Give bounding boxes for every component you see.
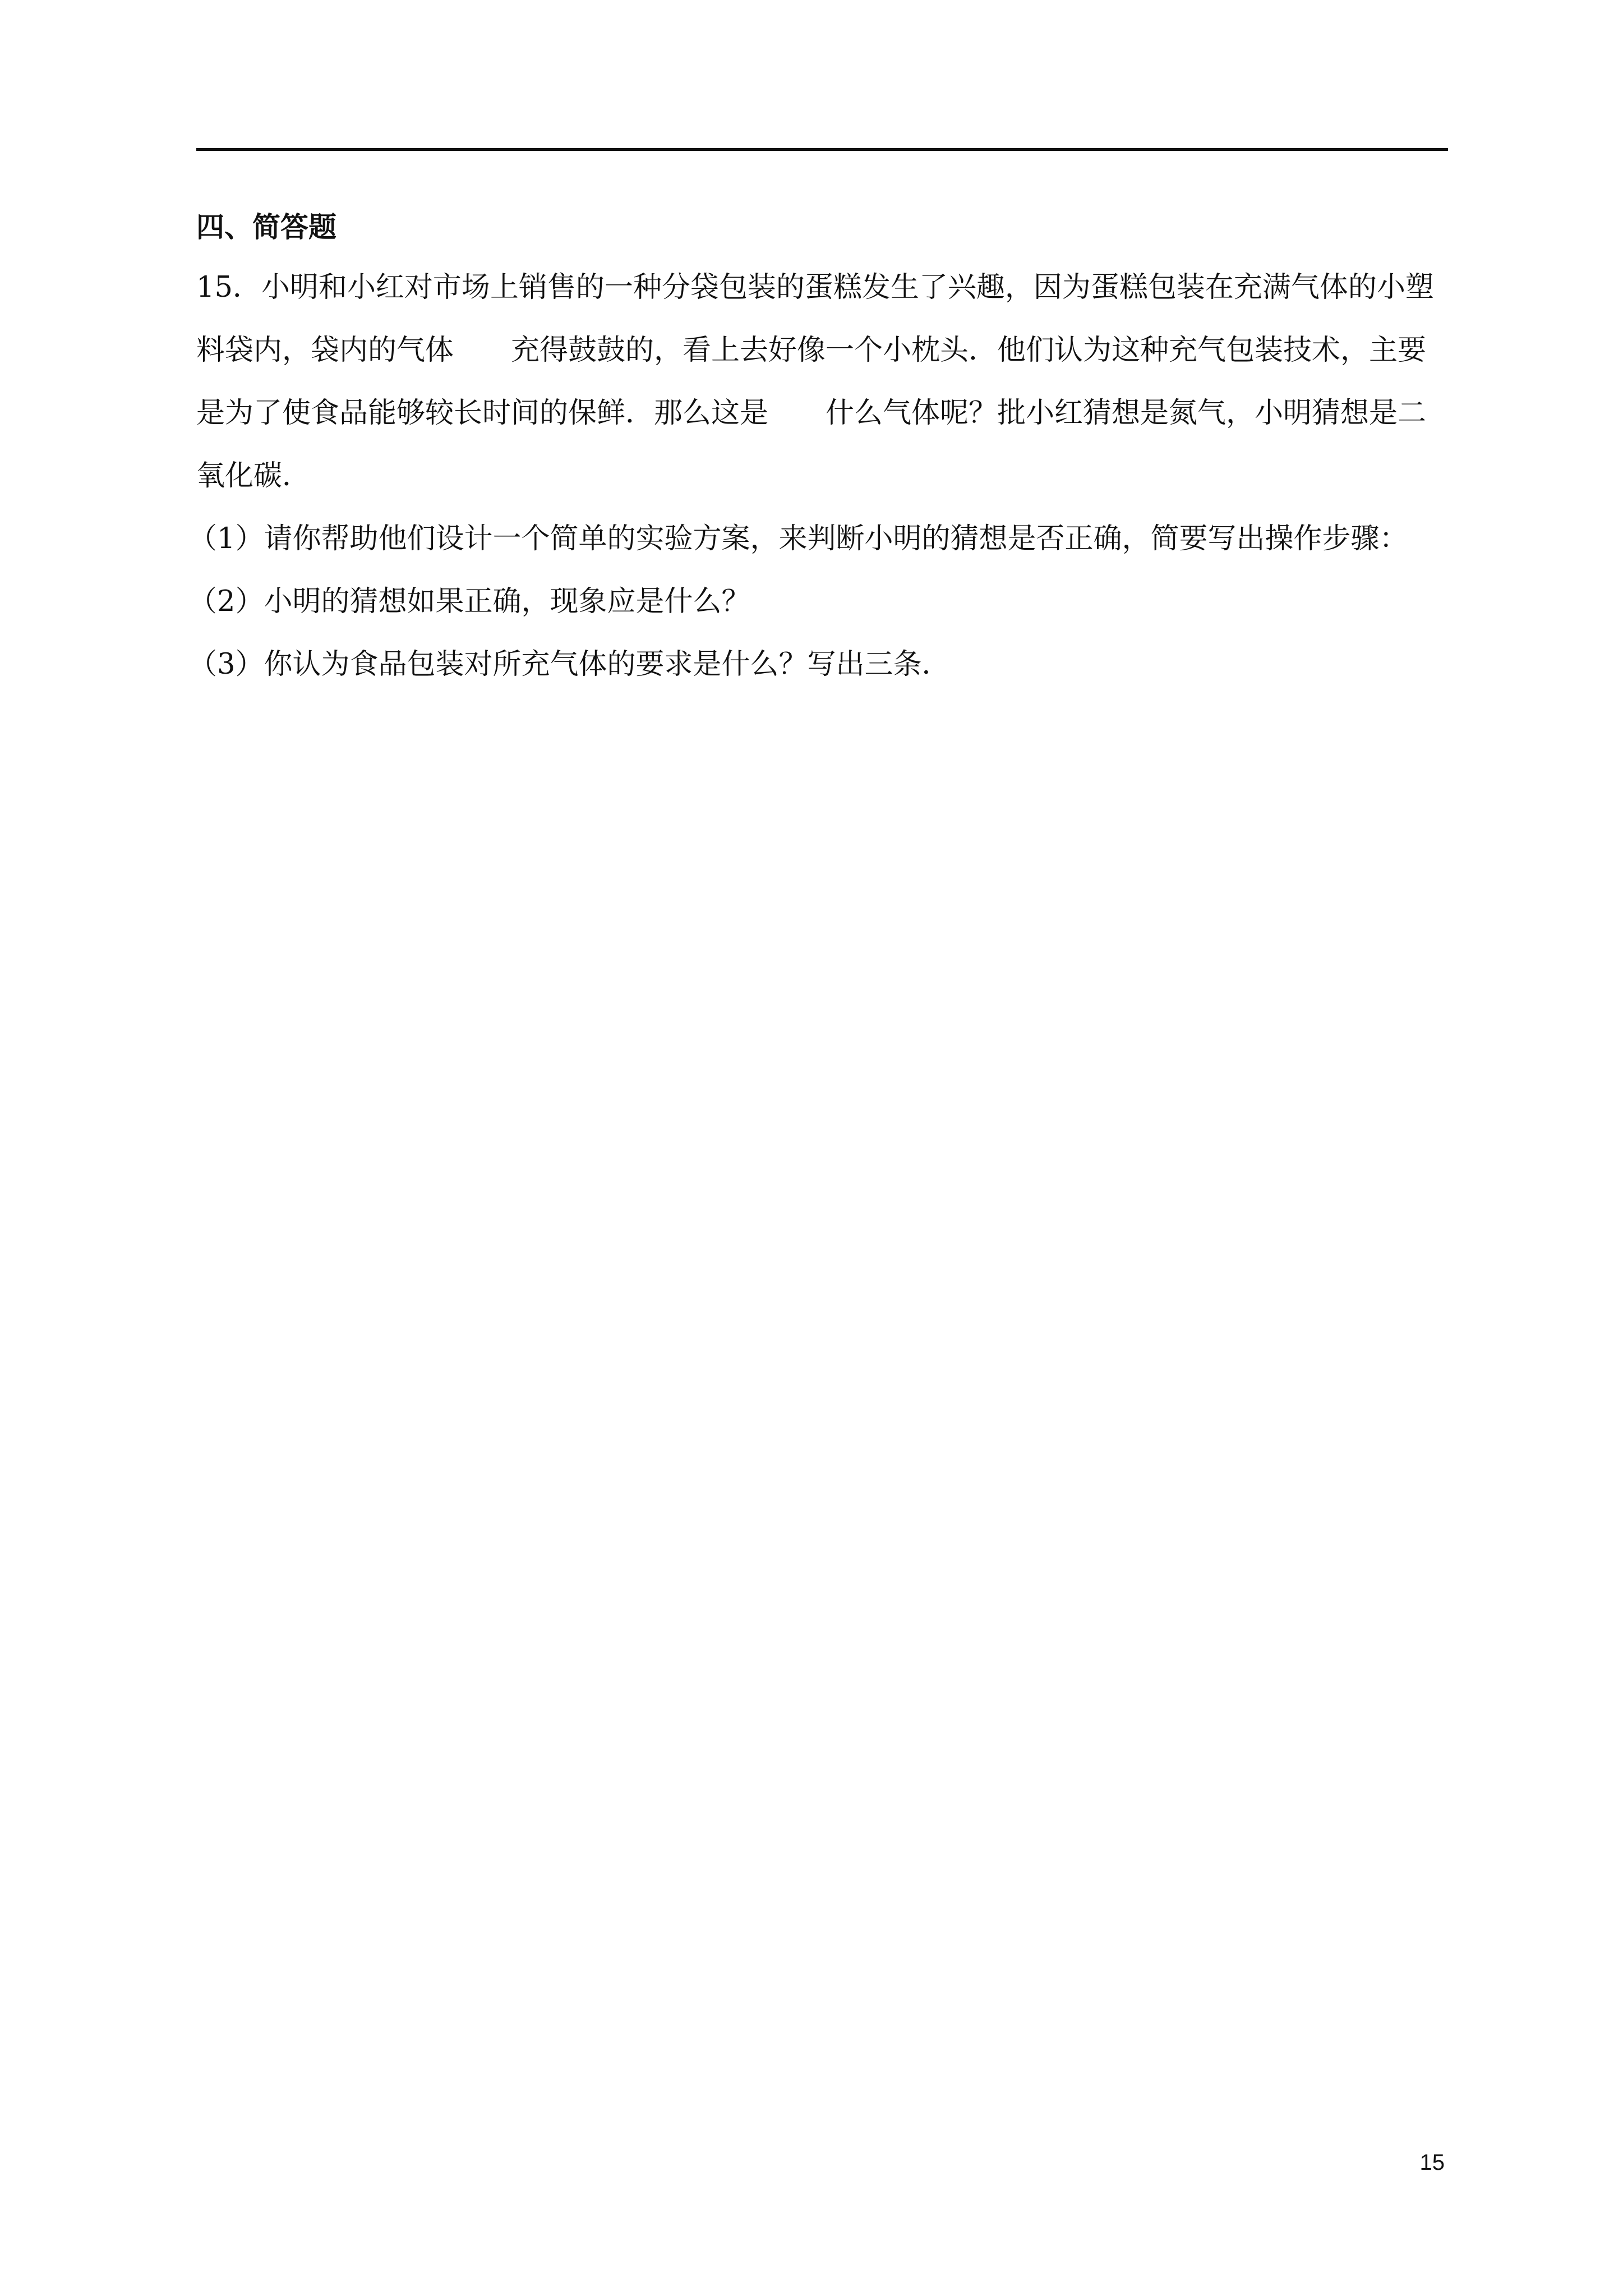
question-text-line: 15．小明和小红对市场上销售的一种分袋包装的蛋糕发生了兴趣，因为蛋糕包装在充满气体的小塑 xyxy=(196,271,1434,304)
subquestion-1: （1）请你帮助他们设计一个简单的实验方案，来判断小明的猜想是否正确，简要写出操作步骤： xyxy=(188,522,1408,555)
page-number: 15 xyxy=(1419,2150,1445,2175)
question-text-line: 氧化碳． xyxy=(196,459,311,493)
question-text-line: 是为了使食品能够较长时间的保鲜．那么这是 什么气体呢？批小红猜想是氮气，小明猜想是二 xyxy=(196,397,1427,430)
header-divider xyxy=(196,148,1448,151)
question-15 xyxy=(188,268,1448,708)
section-heading: 四、简答题 xyxy=(196,211,336,243)
subquestion-2: （2）小明的猜想如果正确，现象应是什么？ xyxy=(188,585,750,618)
question-text-line: 料袋内，袋内的气体 充得鼓鼓的，看上去好像一个小枕头．他们认为这种充气包装技术，主要 xyxy=(196,334,1427,367)
subquestion-3: （3）你认为食品包装对所充气体的要求是什么？写出三条． xyxy=(188,648,951,681)
